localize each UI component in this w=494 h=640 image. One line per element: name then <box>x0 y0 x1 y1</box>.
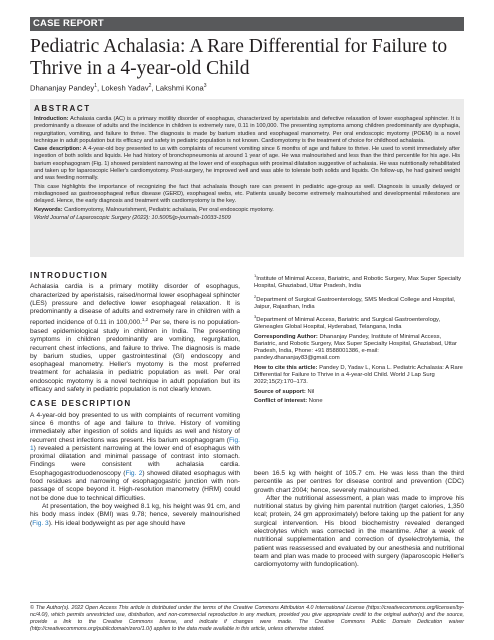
abstract-intro-label: Introduction: <box>34 116 69 122</box>
article-title: Pediatric Achalasia: A Rare Differential for Failure to Thrive in a 4-year-old Child <box>30 36 448 79</box>
journal-citation: World Journal of Laparoscopic Surgery (2022): 10.5005/jp-journals-10033-1509 <box>34 214 231 221</box>
author-affiliation-mark: 3 <box>203 83 207 89</box>
license-notice: © The Author(s). 2022 Open Access This article is distributed under the terms of the Creative Commons Attribution 4.0 International License (https://creativecommons.org/licenses/by-nc/4.0/), which permits unrestricted use, distribution, and non-commercial reproduction in any medium, provided you give appropriate credit to the original author(s) and the source, provide a link to the Creative Commons license, and indicate if changes were made. The Creative Commons Public Domain Dedication waiver (http://creativecommons.org/publicdomain/zero/1.0/) applies to the data made available in this article, unless otherwise stated. <box>30 605 464 632</box>
affiliation-mark: 1 <box>254 273 257 278</box>
conflict-of-interest-label: Conflict of interest: <box>254 397 308 404</box>
figure-1-link[interactable]: Fig. 1 <box>30 436 240 452</box>
abstract-intro-text: Achalasia cardia (AC) is a primary motility disorder of esophagus, characterized by aperistalsis and defective relaxation of lower esophageal sphincter. It is predominantly a disease of adults and the incidence in children is extremely rare, 0.11 in 100,000. The presenting symptoms among children predominantly are dysphagia, regurgitation, vomiting, and failure to thrive. The diagnosis is made by barium studies and esophageal manometry. Per oral endoscopic myotomy (POEM) is a novel technique in adult population but its efficacy and safety in pediatric population is not known. Cardiomyotomy is the treatment of choice for childhood achalasia. <box>34 116 460 144</box>
left-column <box>30 272 240 528</box>
introduction-paragraph <box>30 283 240 394</box>
abstract-case <box>34 146 460 182</box>
conflict-of-interest-text: None <box>307 397 323 404</box>
author-affiliation-mark: 1 <box>94 83 97 89</box>
footer-divider <box>30 602 464 603</box>
affiliation-mark: 2 <box>254 293 257 299</box>
corresponding-author-text: Dhananjay Pandey, Institute of Minimal Access, Bariatric, and Robotic Surgery, Max Super Specialty Hospital, Ghaziabad, Uttar Pradesh, India, Phone: +91 8588001386, e-mail: pandey.dhananjay83@gmail.com <box>254 333 457 362</box>
affiliation-2 <box>254 293 464 312</box>
how-to-cite <box>254 365 464 387</box>
author-name: Lakshmi Kona <box>155 83 204 93</box>
case-description-heading: CASE DESCRIPTION <box>30 399 132 409</box>
introduction-heading: INTRODUCTION <box>30 271 109 280</box>
abstract-introduction <box>34 116 460 145</box>
corresponding-author <box>254 334 464 363</box>
abstract-heading: ABSTRACT <box>34 104 91 113</box>
source-of-support-text: Nil <box>305 388 315 395</box>
affiliation-1-text: Institute of Minimal Access, Bariatric, and Robotic Surgery, Max Super Specialty Hospital, Ghaziabad, Uttar Pradesh, India <box>254 275 462 290</box>
affiliation-mark: 3 <box>254 314 257 320</box>
keywords-label: Keywords: <box>34 206 63 213</box>
right-paragraph-1: been 16.5 kg with height of 105.7 cm. He was less than the third percentile as per centres for disease control and prevention (CDC) growth chart 2004; hence, severely malnourished. <box>254 470 464 494</box>
corresponding-author-label: Corresponding Author: <box>254 333 318 340</box>
affiliation-3-text: Department of Minimal Access, Bariatric and Surgical Gastroenterology, Gleneagles Global Hospital, Hyderabad, Telangana, India <box>254 316 441 331</box>
author-name: Lokesh Yadav <box>101 83 149 93</box>
case-text-b: ) revealed a persistent narrowing at the lower end of esophagus with proximal dilatation and minimal passage of contrast into stomach. Findings were consistent with achalasia cardia. Esophagogastroduodenoscopy ( <box>30 444 240 477</box>
how-to-cite-text: Pandey D, Yadav L, Kona L. Pediatric Achalasia: A Rare Differential for Failure to Thrive in a 4-year-old Child. World J Lap Surg 2022;15(2):170–173. <box>254 364 463 386</box>
abstract-citation <box>34 215 460 222</box>
source-of-support <box>254 389 464 396</box>
case-paragraph-2 <box>30 503 240 528</box>
affiliations-block <box>254 272 464 407</box>
case-paragraph-1 <box>30 412 240 503</box>
abstract-highlight: This case highlights the importance of recognizing the fact that achalasia though rare can present in pediatric age-group as well. Diagnosis is usually delayed or misdiagnosed as gastroesophageal reflux disease (GERD), esophageal webs, etc. Patients usually become extremely malnourished and developmental milestones are delayed. Hence, the early diagnosis and treatment with cardiomyotomy is the key. <box>34 183 460 205</box>
affiliation-1 <box>254 272 464 291</box>
abstract-keywords <box>34 207 460 214</box>
article-type-banner: CASE REPORT <box>30 17 464 31</box>
intro-text-b: Per se, there is no population-based epidemiological study in children in India. The presenting symptoms in children predominantly are vomiting, regurgitation, recurrent chest infections, and failure to thrive. The diagnosis is made by barium studies, upper gastrointestinal (GI) endoscopy and esophageal manometry. Heller's myotomy is the most preferred treatment for achalasia in pediatric population as well. Per oral endoscopic myotomy is a novel technique in adult population but its efficacy and safety in pediatric population is not clearly known. <box>30 319 240 394</box>
case-text-a: A 4-year-old boy presented to us with complaints of recurrent vomiting since 6 months of age and failure to thrive. History of vomiting immediately after ingestion of solids and liquids as well and history of recurrent chest infections was present. His barium esophagogram ( <box>30 411 240 444</box>
affiliation-3 <box>254 313 464 332</box>
right-body-column <box>254 470 464 570</box>
case-text-c: ) showed dilated esophagus with food residues and narrowing of esophagogastric junction with non-passage of scope beyond it. High-resolution manometry (HRM) could not be done due to technical difficulties. <box>30 469 241 502</box>
keywords-text: Cardiomyotomy, Malnourishment, Pediatric achalasia, Per oral endoscopic myotomy. <box>62 206 274 213</box>
conflict-of-interest <box>254 398 464 405</box>
abstract-case-label: Case description: <box>34 146 82 153</box>
author-name: Dhananjay Pandey <box>30 83 95 93</box>
figure-3-link[interactable]: Fig. 3 <box>32 519 49 527</box>
reference-marker: 1,2 <box>141 317 149 323</box>
source-of-support-label: Source of support: <box>254 388 306 395</box>
case-text-d: At presentation, the boy weighed 8.1 kg, his height was 91 cm, and his body mass index (BMI) was 9.78; hence, severely malnourished ( <box>30 502 240 527</box>
affiliation-2-text: Department of Surgical Gastroenterology, SMS Medical College and Hospital, Jaipur, Rajasthan, India <box>254 296 456 310</box>
abstract-box <box>30 99 464 257</box>
author-list: Dhananjay Pandey$^1$, Lokesh Yadav$^2$, Lakshmi Kona$^3$ <box>30 83 207 93</box>
intro-text-a: Achalasia cardia is a primary motility disorder of esophagus, characterized by aperistalsis, raised/normal lower esophageal sphincter (LES) pressure and defective lower esophageal relaxation. It is predominantly a disease of adults and extremely rare in children with a reported incidence of 0.11 in 100,000. <box>30 283 240 327</box>
how-to-cite-label: How to cite this article: <box>254 364 318 371</box>
right-paragraph-2: After the nutritional assessment, a plan was made to improve his nutritional status by giving him parental nutrition (target calories, 1,350 kcal; protein, 24 gm approximately) before taking up the patient for any surgical intervention. His blood biochemistry revealed deranged electrolytes which was corrected in the meantime. After a week of nutritional supplementation and correction of dyselectrolytemia, the patient was reassessed and evaluated by our anesthesia and nutritional team and plan was made to proceed with surgery (laparoscopic Heller's cardiomyotomy with fundoplication). <box>254 494 464 569</box>
abstract-case-text: A 4-year-old boy presented to us with complaints of recurrent vomiting since 6 months of age and failure to thrive. He used to vomit immediately after ingestion of both solids and liquids. He had history of bronchopneumonia at around 1 year of age. He was malnourished and less than the third percentile for his age. His barium esophagogram (Fig. 1) showed persistent narrowing at the lower end of esophagus with proximal dilatation suggestive of achalasia. He was nutritionally rehabilitated and taken up for laparoscopic Heller's cardiomyotomy. Post-surgery, he improved well and was able to tolerate both solids and liquids. On follow-up, he had gained weight and was feeding normally. <box>34 146 460 182</box>
author-affiliation-mark: 2 <box>148 83 152 89</box>
figure-2-link[interactable]: Fig. 2 <box>125 469 143 477</box>
case-text-e: ). His ideal bodyweight as per age should have <box>48 519 186 527</box>
